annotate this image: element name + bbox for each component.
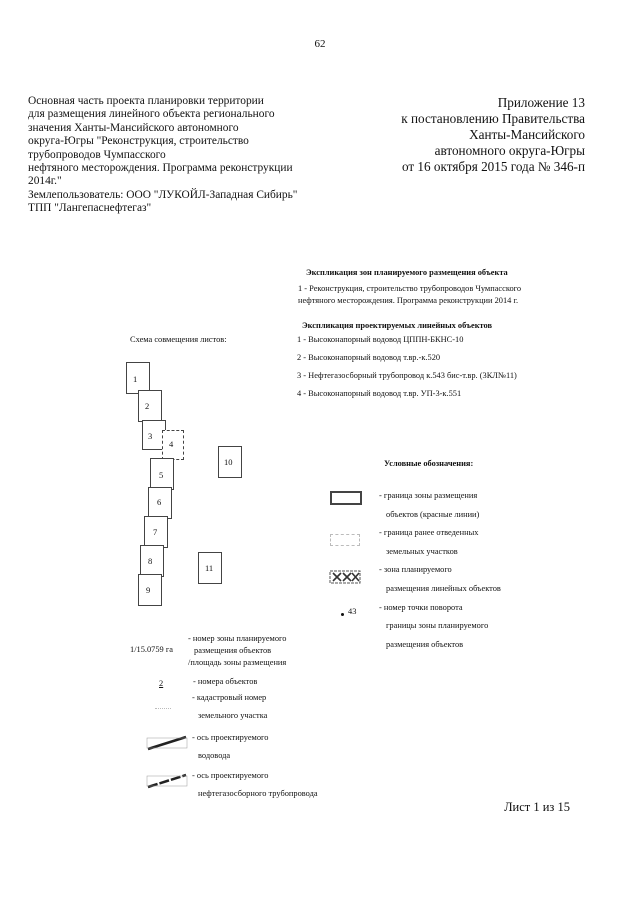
legend-right-text	[379, 487, 501, 654]
sheet-box-4	[162, 430, 184, 460]
left-header-line: нефтяного месторождения. Программа реконструкции	[28, 162, 293, 175]
sheet-box-11	[198, 552, 222, 584]
sheet-box-7	[144, 516, 168, 548]
legend-line: земельных участков	[386, 546, 458, 556]
legend-line: - кадастровый номер	[192, 693, 267, 702]
right-header-line: Ханты-Мансийского	[469, 127, 585, 142]
red-line-boundary-icon	[330, 491, 362, 505]
legend-line: размещения объектов	[386, 639, 464, 649]
left-header-line: значения Ханты-Мансийского автономного	[28, 121, 239, 134]
sheet-label: 1	[133, 374, 138, 384]
legend-line: - номер зоны планируемого	[188, 634, 287, 643]
left-header-line: ТПП "Лангепаснефтегаз"	[28, 202, 152, 215]
sheet-box-10	[218, 446, 242, 478]
sheet-label: 5	[159, 470, 164, 480]
sheet-label: 10	[224, 457, 233, 467]
zones-item: нефтяного месторождения. Программа реконструкции 2014 г.	[298, 296, 519, 305]
allotted-land-boundary-icon	[330, 534, 360, 546]
zone-area-sample: 1/15.0759 га	[130, 645, 173, 654]
lines-item: 3 - Нефтегазосборный трубопровод к.543 бис-т.вр. (3КЛ№11)	[297, 371, 517, 380]
right-header	[401, 95, 585, 175]
zones-title: Экспликация зон планируемого размещения объекта	[306, 268, 508, 277]
turn-point-number: 43	[348, 607, 357, 616]
legend-line: нефтегазосборного трубопровода	[198, 789, 318, 798]
left-header	[28, 95, 358, 216]
left-header-line: Землепользователь: ООО "ЛУКОЙЛ-Западная Сибирь"	[28, 188, 298, 201]
sheet-label: 11	[205, 563, 214, 573]
legend-line: - зона планируемого	[379, 565, 452, 575]
sheet-label: 9	[146, 585, 151, 595]
sheet-label: 7	[153, 527, 158, 537]
lines-title: Экспликация проектируемых линейных объектов	[302, 321, 493, 330]
sheet-label: 4	[169, 439, 174, 449]
legend-line: - граница зоны размещения	[379, 491, 478, 500]
right-header-line: Приложение 13	[497, 95, 585, 110]
legend-line: размещения линейных объектов	[386, 583, 501, 593]
legend-line: - ось проектируемого	[192, 771, 269, 780]
left-header-line: округа-Югры "Реконструкция, строительство	[28, 135, 249, 148]
legend-line: границы зоны планируемого	[386, 621, 489, 631]
left-header-line: для размещения линейного объекта регионального	[28, 108, 275, 121]
lines-item: 2 - Высоконапорный водовод т.вр.-к.520	[297, 353, 441, 362]
sheet-label: 6	[157, 497, 162, 507]
legend-line: /площадь зоны размещения	[188, 658, 287, 667]
legend-line: земельного участка	[198, 711, 268, 720]
right-header-line: автономного округа-Югры	[434, 143, 585, 158]
legend-cadastral	[192, 689, 267, 725]
legend-line: водовода	[198, 751, 231, 760]
legend-object-number: - номера объектов	[193, 677, 258, 686]
right-header-line: от 16 октября 2015 года № 346-п	[401, 159, 585, 174]
left-header-line: Основная часть проекта планировки территории	[28, 95, 264, 107]
sheet-footer: Лист 1 из 15	[504, 800, 570, 814]
left-header-line: 2014г."	[28, 175, 62, 188]
water-pipe-axis-icon	[146, 735, 188, 756]
sheet-box-5	[150, 458, 174, 490]
legend-water-axis	[192, 729, 268, 765]
legend-zone-area	[188, 633, 286, 669]
legend-line: объектов (красные линии)	[386, 509, 480, 519]
sheet-label: 3	[148, 431, 153, 441]
oil-gas-pipe-axis-icon	[146, 773, 188, 794]
right-header-line: к постановлению Правительства	[401, 111, 585, 126]
lines-item: 1 - Высоконапорный водовод ЦППН-БКНС-10	[297, 335, 464, 344]
left-header-line: трубопроводов Чумпасского	[28, 148, 166, 161]
lines-item: 4 - Высоконапорный водовод т.вр. УП-3-к.551	[297, 389, 462, 398]
legend-line: - номер точки поворота	[379, 602, 463, 612]
planned-zone-hatch-icon	[329, 570, 361, 589]
turn-point-dot-icon	[341, 613, 344, 616]
zones-item: 1 - Реконструкция, строительство трубопроводов Чумпасского	[298, 284, 522, 293]
sheet-label: 8	[148, 556, 153, 566]
page-number: 62	[314, 38, 326, 50]
legend-line: - граница ранее отведенных	[379, 528, 479, 538]
sheet-box-9	[138, 574, 162, 606]
legend-oil-axis	[192, 767, 318, 803]
legend-line: размещения объектов	[194, 646, 272, 655]
sheet-label: 2	[145, 401, 150, 411]
object-number-sample: 2	[159, 679, 164, 688]
cadastral-number-icon	[155, 702, 171, 709]
sheet-box-6	[148, 487, 172, 519]
legend-line: - ось проектируемого	[192, 733, 269, 742]
scheme-title: Схема совмещения листов:	[130, 335, 227, 344]
sheet-box-2	[138, 390, 162, 422]
legend-title: Условные обозначения:	[384, 459, 474, 468]
sheet-box-8	[140, 545, 164, 577]
